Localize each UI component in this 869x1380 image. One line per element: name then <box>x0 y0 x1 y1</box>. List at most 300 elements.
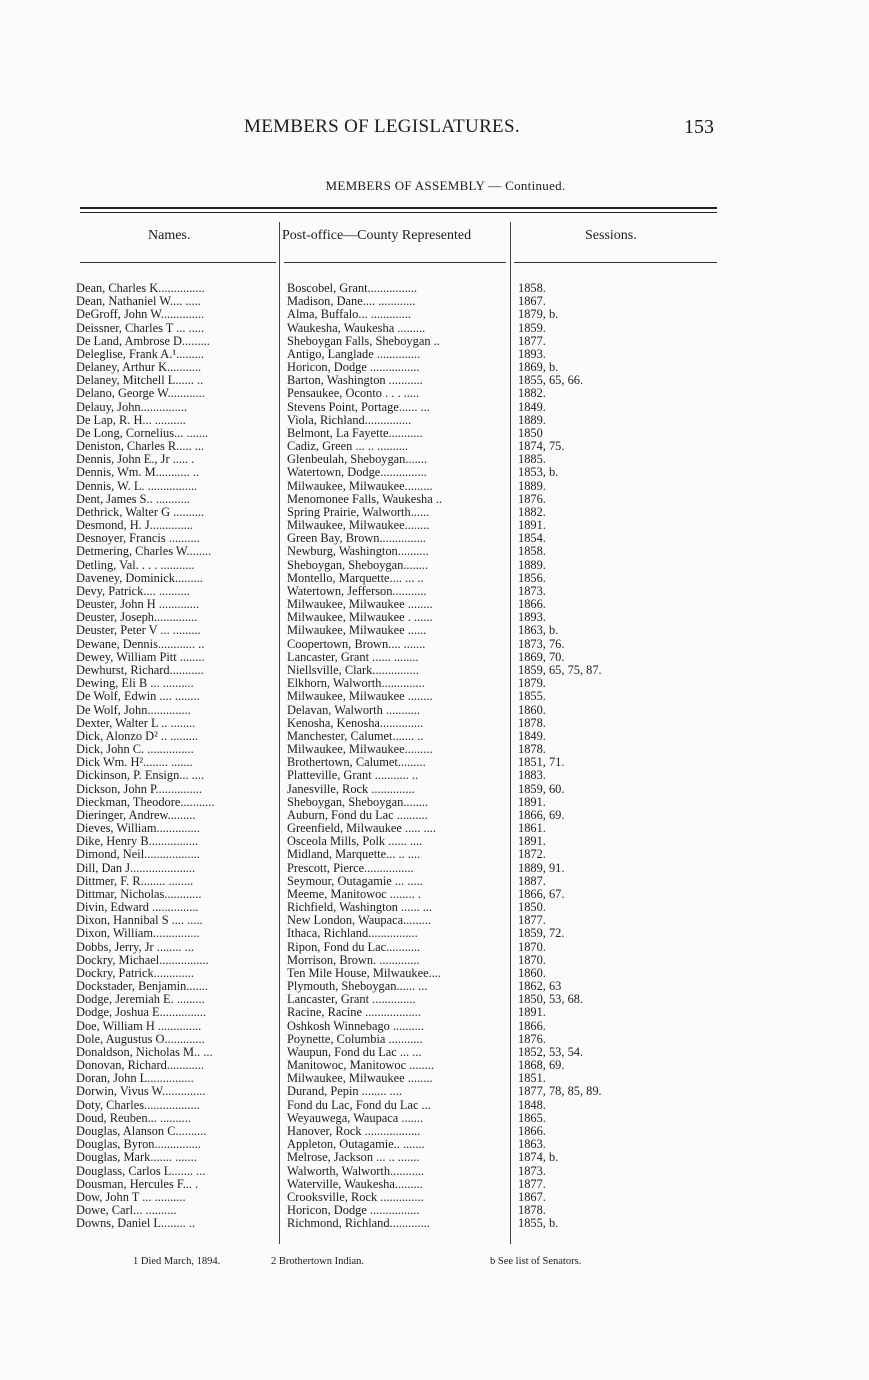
table-row <box>76 796 696 809</box>
sessions: 1866, 69. <box>518 808 565 822</box>
sessions: 1860. <box>518 966 546 980</box>
post-office: Belmont, La Fayette........... <box>287 426 423 440</box>
post-office: Sheboygan, Sheboygan........ <box>287 795 429 809</box>
member-name: Deleglise, Frank A.¹......... <box>76 347 204 361</box>
table-row <box>76 941 696 954</box>
post-office: Oshkosh Winnebago .......... <box>287 1019 424 1033</box>
table-row <box>76 1217 696 1230</box>
sessions: 1859, 65, 75, 87. <box>518 663 602 677</box>
sessions: 1872. <box>518 848 546 862</box>
table-row <box>76 862 696 875</box>
post-office: Milwaukee, Milwaukee......... <box>287 479 433 493</box>
sessions: 1870. <box>518 953 546 967</box>
post-office: Viola, Richland............... <box>287 413 412 427</box>
member-name: Doud, Reuben... .......... <box>76 1111 191 1125</box>
post-office: Green Bay, Brown............... <box>287 532 426 546</box>
table-row <box>76 677 696 690</box>
post-office: Newburg, Washington.......... <box>287 545 429 559</box>
member-name: Dick, John C. ............... <box>76 743 194 757</box>
table-row <box>76 1151 696 1164</box>
table-row <box>76 361 696 374</box>
member-name: Dike, Henry B................ <box>76 835 199 849</box>
post-office: Milwaukee, Milwaukee......... <box>287 743 433 757</box>
post-office: Richfield, Washington ...... ... <box>287 901 433 915</box>
sessions: 1889. <box>518 558 546 572</box>
sessions: 1856. <box>518 571 546 585</box>
post-office: Poynette, Columbia ........... <box>287 1032 423 1046</box>
table-row <box>76 308 696 321</box>
sessions: 1851, 71. <box>518 756 565 770</box>
post-office: Waterville, Waukesha......... <box>287 1177 423 1191</box>
post-office: Menomonee Falls, Waukesha .. <box>287 492 443 506</box>
post-office: Milwaukee, Milwaukee ........ <box>287 598 433 612</box>
member-name: Desnoyer, Francis .......... <box>76 532 200 546</box>
header-underline-names <box>80 262 276 263</box>
member-name: Dixon, William............... <box>76 927 200 941</box>
member-name: Dick, Alonzo D² .. ......... <box>76 729 199 743</box>
post-office: Sheboygan, Sheboygan........ <box>287 558 429 572</box>
member-name: Deniston, Charles R..... ... <box>76 440 205 454</box>
post-office: Greenfield, Milwaukee ..... .... <box>287 822 436 836</box>
sessions: 1852, 53, 54. <box>518 1045 584 1059</box>
post-office: Niellsville, Clark............... <box>287 663 419 677</box>
sessions: 1851. <box>518 1072 546 1086</box>
member-name: Dennis, John E., Jr ..... . <box>76 453 195 467</box>
sessions: 1868, 69. <box>518 1059 565 1073</box>
member-name: Dixon, Hannibal S .... ..... <box>76 914 203 928</box>
member-name: Dieckman, Theodore........... <box>76 795 215 809</box>
footnote-1: 1 Died March, 1894. <box>133 1256 221 1267</box>
sessions: 1855, b. <box>518 1217 559 1231</box>
post-office: Ithaca, Richland................ <box>287 927 418 941</box>
member-name: Dockry, Patrick............. <box>76 966 194 980</box>
member-name: Detmering, Charles W........ <box>76 545 212 559</box>
member-name: Dewing, Eli B ... .......... <box>76 677 194 691</box>
sessions: 1855. <box>518 690 546 704</box>
sessions: 1877, 78, 85, 89. <box>518 1085 602 1099</box>
member-name: Donaldson, Nicholas M.. ... <box>76 1045 213 1059</box>
sessions: 1863, b. <box>518 624 559 638</box>
table-row <box>76 374 696 387</box>
member-name: Dittmer, F. R........ ........ <box>76 874 194 888</box>
post-office: Janesville, Rock .............. <box>287 782 415 796</box>
table-row <box>76 480 696 493</box>
member-name: Downs, Daniel L........ .. <box>76 1217 196 1231</box>
member-name: Dill, Dan J..................... <box>76 861 196 875</box>
sessions: 1891. <box>518 795 546 809</box>
member-name: Dole, Augustus O............. <box>76 1032 205 1046</box>
table-row <box>76 848 696 861</box>
table-row <box>76 282 696 295</box>
page-title: MEMBERS OF LEGISLATURES. <box>244 116 520 137</box>
table-row <box>76 717 696 730</box>
sessions: 1859, 60. <box>518 782 565 796</box>
sessions: 1860. <box>518 703 546 717</box>
post-office: Manchester, Calumet....... .. <box>287 729 424 743</box>
table-row <box>76 927 696 940</box>
table-row <box>76 466 696 479</box>
sessions: 1866. <box>518 598 546 612</box>
footnote-b: b See list of Senators. <box>490 1256 582 1267</box>
post-office: Midland, Marquette... .. .... <box>287 848 421 862</box>
top-rule-thin <box>80 212 717 213</box>
table-row <box>76 1046 696 1059</box>
column-header-post-office: Post-office—County Represented <box>282 228 472 243</box>
post-office: Elkhorn, Walworth.............. <box>287 677 425 691</box>
member-name: Dockry, Michael................ <box>76 953 209 967</box>
member-name: Desmond, H. J.............. <box>76 519 194 533</box>
footnote-2: 2 Brothertown Indian. <box>271 1256 365 1267</box>
post-office: Osceola Mills, Polk ...... .... <box>287 835 423 849</box>
table-row <box>76 730 696 743</box>
table-row <box>76 690 696 703</box>
member-name: Dowe, Carl... .......... <box>76 1204 177 1218</box>
post-office: Meeme, Manitowoc ........ . <box>287 887 421 901</box>
table-row <box>76 993 696 1006</box>
member-name: Dousman, Hercules F... . <box>76 1177 199 1191</box>
sessions: 1870. <box>518 940 546 954</box>
sessions: 1850, 53, 68. <box>518 993 584 1007</box>
member-name: Deuster, Joseph.............. <box>76 611 198 625</box>
table-row <box>76 664 696 677</box>
member-name: Delaney, Mitchell L...... .. <box>76 374 204 388</box>
member-name: De Land, Ambrose D......... <box>76 334 210 348</box>
member-name: Dieringer, Andrew......... <box>76 808 196 822</box>
table-row <box>76 967 696 980</box>
table-row <box>76 835 696 848</box>
post-office: Milwaukee, Milwaukee ...... <box>287 624 427 638</box>
sessions: 1889. <box>518 413 546 427</box>
post-office: Watertown, Jefferson........... <box>287 584 427 598</box>
table-row <box>76 295 696 308</box>
sessions: 1873. <box>518 1164 546 1178</box>
table-row <box>76 335 696 348</box>
post-office: Weyauwega, Waupaca ....... <box>287 1111 424 1125</box>
table-row <box>76 1033 696 1046</box>
post-office: Madison, Dane.... ............ <box>287 295 416 309</box>
sessions: 1876. <box>518 492 546 506</box>
table-row <box>76 585 696 598</box>
sessions: 1877. <box>518 914 546 928</box>
member-name: Dexter, Walter L .. ........ <box>76 716 196 730</box>
post-office: Milwaukee, Milwaukee........ <box>287 519 430 533</box>
member-name: Doe, William H .............. <box>76 1019 202 1033</box>
sessions: 1849. <box>518 400 546 414</box>
post-office: Milwaukee, Milwaukee ........ <box>287 1072 433 1086</box>
member-name: DeGroff, John W.............. <box>76 308 205 322</box>
member-name: Dow, John T ... .......... <box>76 1190 186 1204</box>
sessions: 1867. <box>518 1190 546 1204</box>
post-office: Coopertown, Brown.... ....... <box>287 637 426 651</box>
post-office: Ten Mile House, Milwaukee.... <box>287 966 441 980</box>
table-row <box>76 506 696 519</box>
sessions: 1878. <box>518 716 546 730</box>
sessions: 1848. <box>518 1098 546 1112</box>
top-rule-thick <box>80 207 717 209</box>
table-row <box>76 1099 696 1112</box>
sessions: 1867. <box>518 295 546 309</box>
member-name: Dean, Charles K............... <box>76 282 205 295</box>
sessions: 1885. <box>518 453 546 467</box>
member-name: Dimond, Neil.................. <box>76 848 200 862</box>
table-row <box>76 980 696 993</box>
sessions: 1876. <box>518 1032 546 1046</box>
post-office: Plymouth, Sheboygan...... ... <box>287 980 428 994</box>
sessions: 1866. <box>518 1019 546 1033</box>
member-name: Delano, George W............ <box>76 387 205 401</box>
sessions: 1889. <box>518 479 546 493</box>
member-name: Douglas, Mark....... ....... <box>76 1151 197 1165</box>
table-row <box>76 822 696 835</box>
table-row <box>76 783 696 796</box>
member-name: Dent, James S.. ........... <box>76 492 190 506</box>
post-office: Prescott, Pierce................ <box>287 861 414 875</box>
post-office: Barton, Washington ........... <box>287 374 423 388</box>
table-row <box>76 651 696 664</box>
member-name: Deuster, Peter V ... ......... <box>76 624 201 638</box>
member-name: Dewhurst, Richard........... <box>76 663 204 677</box>
sessions: 1879. <box>518 677 546 691</box>
table-row <box>76 572 696 585</box>
table-row <box>76 440 696 453</box>
member-name: De Wolf, Edwin .... ........ <box>76 690 200 704</box>
member-name: Detling, Val. . . . ........... <box>76 558 195 572</box>
post-office: Durand, Pepin ........ .... <box>287 1085 402 1099</box>
sessions: 1891. <box>518 835 546 849</box>
sessions: 1850. <box>518 901 546 915</box>
member-name: Delauy, John............... <box>76 400 188 414</box>
section-subtitle: MEMBERS OF ASSEMBLY — Continued. <box>325 178 566 193</box>
sessions: 1850 <box>518 426 543 440</box>
member-name: Douglass, Carlos L....... ... <box>76 1164 206 1178</box>
table-row <box>76 348 696 361</box>
post-office: New London, Waupaca......... <box>287 914 431 928</box>
sessions: 1882. <box>518 505 546 519</box>
sessions: 1893. <box>518 347 546 361</box>
member-name: Dewey, William Pitt ........ <box>76 650 205 664</box>
sessions: 1893. <box>518 611 546 625</box>
sessions: 1887. <box>518 874 546 888</box>
post-office: Walworth, Walworth........... <box>287 1164 425 1178</box>
member-name: Dean, Nathaniel W.... ..... <box>76 295 201 309</box>
post-office: Milwaukee, Milwaukee ........ <box>287 690 433 704</box>
post-office: Antigo, Langlade .............. <box>287 347 421 361</box>
table-row <box>76 1165 696 1178</box>
table-row <box>76 1072 696 1085</box>
member-name: Deuster, John H ............. <box>76 598 200 612</box>
sessions: 1891. <box>518 1006 546 1020</box>
sessions: 1858. <box>518 282 546 295</box>
sessions: 1878. <box>518 743 546 757</box>
member-name: Dorwin, Vivus W.............. <box>76 1085 206 1099</box>
post-office: Seymour, Outagamie ... ..... <box>287 874 423 888</box>
post-office: Glenbeulah, Sheboygan....... <box>287 453 428 467</box>
table-row <box>76 1204 696 1217</box>
member-name: Divin, Edward ............... <box>76 901 199 915</box>
post-office: Melrose, Jackson ... .. ....... <box>287 1151 420 1165</box>
post-office: Fond du Lac, Fond du Lac ... <box>287 1098 431 1112</box>
post-office: Spring Prairie, Walworth...... <box>287 505 430 519</box>
sessions: 1879, b. <box>518 308 559 322</box>
table-row <box>76 1138 696 1151</box>
sessions: 1877. <box>518 1177 546 1191</box>
sessions: 1866, 67. <box>518 887 565 901</box>
member-name: Dennis, W. L. ................ <box>76 479 198 493</box>
post-office: Boscobel, Grant................ <box>287 282 418 295</box>
post-office: Montello, Marquette.... ... .. <box>287 571 424 585</box>
column-header-names: Names. <box>148 228 191 243</box>
member-name: Dethrick, Walter G .......... <box>76 505 205 519</box>
table-row <box>76 453 696 466</box>
post-office: Waukesha, Waukesha ......... <box>287 321 426 335</box>
post-office: Sheboygan Falls, Sheboygan .. <box>287 334 440 348</box>
member-name: De Lap, R. H... .......... <box>76 413 186 427</box>
member-name: Doran, John L............... <box>76 1072 194 1086</box>
table-row <box>76 401 696 414</box>
post-office: Racine, Racine .................. <box>287 1006 421 1020</box>
sessions: 1889, 91. <box>518 861 565 875</box>
sessions: 1883. <box>518 769 546 783</box>
post-office: Kenosha, Kenosha.............. <box>287 716 424 730</box>
post-office: Horicon, Dodge ................ <box>287 1204 420 1218</box>
member-name: Deissner, Charles T ... ..... <box>76 321 205 335</box>
member-name: Doty, Charles.................. <box>76 1098 200 1112</box>
post-office: Brothertown, Calumet......... <box>287 756 426 770</box>
sessions: 1878. <box>518 1204 546 1218</box>
running-head <box>0 116 869 140</box>
table-row <box>76 914 696 927</box>
table-row <box>76 532 696 545</box>
sessions: 1882. <box>518 387 546 401</box>
header-underline-sessions <box>514 262 717 263</box>
sessions: 1869, 70. <box>518 650 565 664</box>
sessions: 1866. <box>518 1125 546 1138</box>
sessions: 1863. <box>518 1138 546 1152</box>
post-office: Richmond, Richland............. <box>287 1217 430 1231</box>
sessions: 1891. <box>518 519 546 533</box>
member-name: Dennis, Wm. M........... .. <box>76 466 199 480</box>
table-row <box>76 493 696 506</box>
table-row <box>76 743 696 756</box>
sessions: 1858. <box>518 545 546 559</box>
sessions: 1861. <box>518 822 546 836</box>
table-row <box>76 756 696 769</box>
sessions: 1874, 75. <box>518 440 565 454</box>
sessions: 1873, 76. <box>518 637 565 651</box>
member-name: Douglas, Byron............... <box>76 1138 201 1152</box>
post-office: Appleton, Outagamie.. ....... <box>287 1138 425 1152</box>
table-row <box>76 1191 696 1204</box>
post-office: Waupun, Fond du Lac ... ... <box>287 1045 422 1059</box>
sessions: 1854. <box>518 532 546 546</box>
member-name: Dieves, William.............. <box>76 822 200 836</box>
post-office: Stevens Point, Portage...... ... <box>287 400 430 414</box>
member-name: Dittmar, Nicholas............ <box>76 887 202 901</box>
table-row <box>76 1059 696 1072</box>
table-row <box>76 624 696 637</box>
table-row <box>76 387 696 400</box>
sessions: 1853, b. <box>518 466 559 480</box>
member-name: De Wolf, John.............. <box>76 703 191 717</box>
member-name: De Long, Cornelius... ....... <box>76 426 209 440</box>
table-row <box>76 519 696 532</box>
sessions: 1873. <box>518 584 546 598</box>
table-row <box>76 1020 696 1033</box>
table-row <box>76 1085 696 1098</box>
table-row <box>76 598 696 611</box>
post-office: Lancaster, Grant ...... ........ <box>287 650 419 664</box>
post-office: Morrison, Brown. ............. <box>287 953 420 967</box>
column-header-sessions: Sessions. <box>585 228 637 243</box>
table-row <box>76 888 696 901</box>
table-row <box>76 1112 696 1125</box>
post-office: Manitowoc, Manitowoc ........ <box>287 1059 434 1073</box>
sessions: 1849. <box>518 729 546 743</box>
sessions: 1855, 65, 66. <box>518 374 584 388</box>
header-underline-post <box>284 262 506 263</box>
post-office: Milwaukee, Milwaukee . ...... <box>287 611 433 625</box>
post-office: Horicon, Dodge ................ <box>287 361 420 375</box>
page-number: 153 <box>684 116 714 138</box>
table-row <box>76 809 696 822</box>
table-row <box>76 954 696 967</box>
table-row <box>76 611 696 624</box>
member-name: Daveney, Dominick......... <box>76 571 203 585</box>
member-name: Dodge, Joshua E............... <box>76 1006 207 1020</box>
member-table <box>76 282 696 1230</box>
member-name: Dodge, Jeremiah E. ......... <box>76 993 205 1007</box>
table-row <box>76 638 696 651</box>
table-row <box>76 901 696 914</box>
table-row <box>76 545 696 558</box>
post-office: Ripon, Fond du Lac........... <box>287 940 421 954</box>
member-name: Douglas, Alanson C.......... <box>76 1125 207 1138</box>
sessions: 1859. <box>518 321 546 335</box>
table-row <box>76 427 696 440</box>
sessions: 1865. <box>518 1111 546 1125</box>
table-row <box>76 875 696 888</box>
post-office: Hanover, Rock .................. <box>287 1125 421 1138</box>
member-name: Dick Wm. H²........ ....... <box>76 756 193 770</box>
sessions: 1877. <box>518 334 546 348</box>
member-name: Dockstader, Benjamin....... <box>76 980 208 994</box>
sessions: 1874, b. <box>518 1151 559 1165</box>
member-name: Donovan, Richard............ <box>76 1059 205 1073</box>
sessions: 1869, b. <box>518 361 559 375</box>
post-office: Watertown, Dodge............... <box>287 466 427 480</box>
member-name: Delaney, Arthur K........... <box>76 361 202 375</box>
table-row <box>76 1125 696 1138</box>
member-name: Dobbs, Jerry, Jr ........ ... <box>76 940 194 954</box>
table-row <box>76 1006 696 1019</box>
table-row <box>76 1178 696 1191</box>
sessions: 1859, 72. <box>518 927 565 941</box>
post-office: Crooksville, Rock .............. <box>287 1190 424 1204</box>
table-row <box>76 322 696 335</box>
post-office: Delavan, Walworth ........... <box>287 703 420 717</box>
post-office: Cadiz, Green ... .. .......... <box>287 440 409 454</box>
post-office: Auburn, Fond du Lac .......... <box>287 808 428 822</box>
post-office: Pensaukee, Oconto . . . ..... <box>287 387 420 401</box>
table-row <box>76 414 696 427</box>
member-name: Devy, Patrick.... .......... <box>76 584 190 598</box>
post-office: Alma, Buffalo... ............. <box>287 308 412 322</box>
sessions: 1862, 63 <box>518 980 562 994</box>
post-office: Platteville, Grant ........... .. <box>287 769 419 783</box>
post-office: Lancaster, Grant .............. <box>287 993 416 1007</box>
table-row <box>76 704 696 717</box>
table-row <box>76 769 696 782</box>
